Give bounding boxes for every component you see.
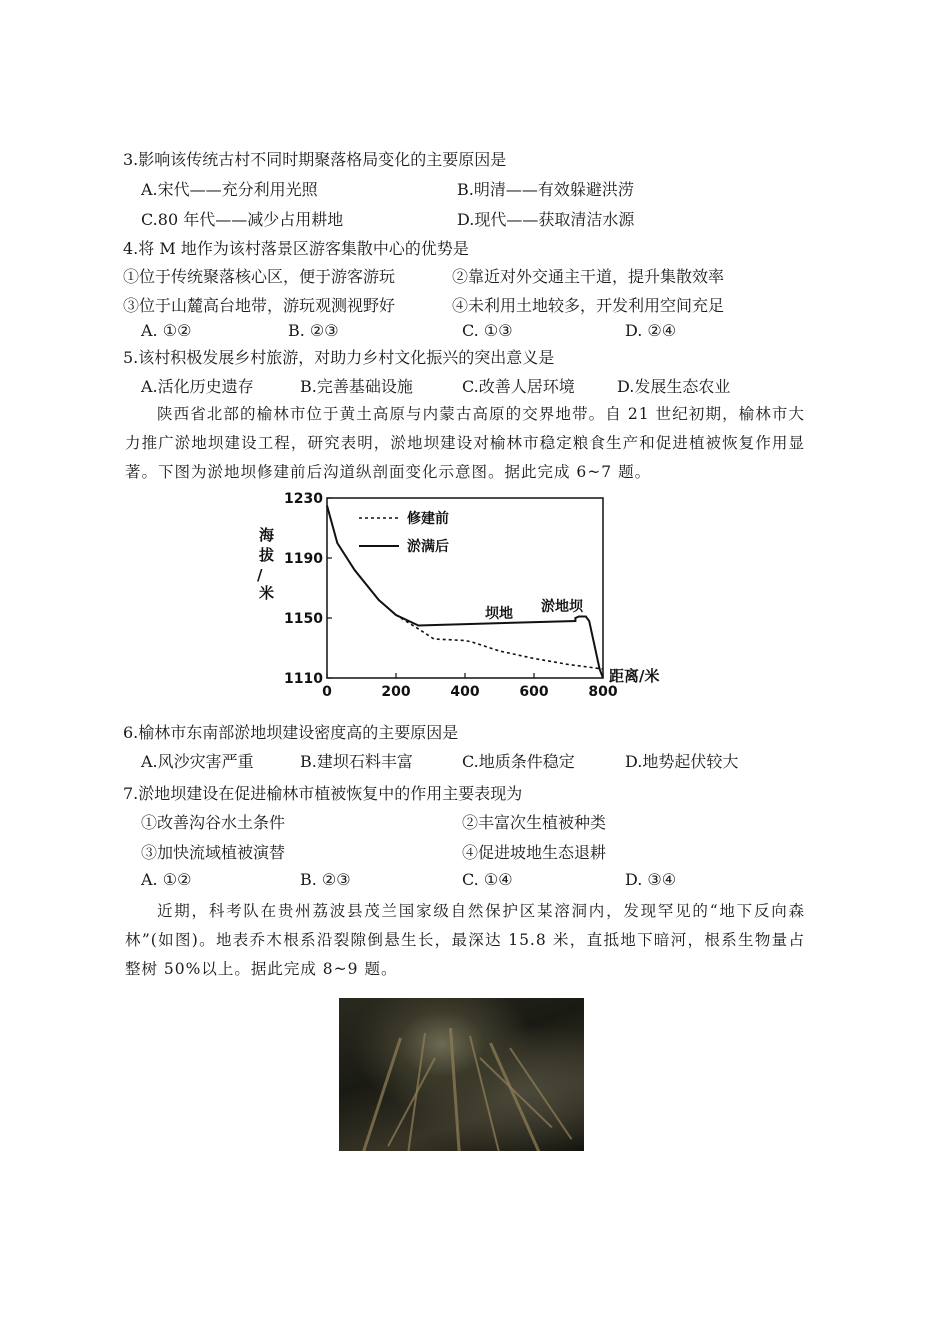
question-3-option-a: A.宋代——充分利用光照 <box>141 180 318 199</box>
gully-profile-chart <box>255 488 675 708</box>
question-7-statement-1: ①改善沟谷水土条件 <box>141 813 286 832</box>
question-6-option-d: D.地势起伏较大 <box>625 752 739 771</box>
question-5-stem: 5.该村积极发展乡村旅游，对助力乡村文化振兴的突出意义是 <box>123 348 555 367</box>
legend <box>359 510 449 555</box>
question-3-option-c: C.80 年代——减少占用耕地 <box>141 210 344 229</box>
question-4-statement-4: ④未利用土地较多，开发利用空间充足 <box>452 296 725 315</box>
x-tick-label: 600 <box>519 684 549 700</box>
root-strand <box>469 1036 502 1151</box>
question-6-option-b: B.建坝石料丰富 <box>300 752 413 771</box>
question-7-option-a: A. ①② <box>141 870 192 889</box>
question-3-option-b: B.明清——有效躲避洪涝 <box>457 180 634 199</box>
root-strand <box>362 1038 402 1151</box>
question-7-statement-2: ②丰富次生植被种类 <box>462 813 607 832</box>
question-4-statement-2: ②靠近对外交通主干道，提升集散效率 <box>452 267 725 286</box>
question-4-statement-1: ①位于传统聚落核心区，便于游客游玩 <box>123 267 396 286</box>
y-tick-label: 1190 <box>284 551 323 567</box>
passage-maolan-text: 近期，科考队在贵州荔波县茂兰国家级自然保护区某溶洞内，发现罕见的“地下反向森林”(如图)。地表乔木根系沿裂隙倒悬生长，最深达 15.8 米，直抵地下暗河，根系生物量占整树 50%以上。据此完成 8~9 题。 <box>125 902 805 978</box>
y-tick-label: 1230 <box>284 491 323 507</box>
question-7-stem: 7.淤地坝建设在促进榆林市植被恢复中的作用主要表现为 <box>123 784 523 803</box>
y-axis-label-4: 米 <box>259 584 275 602</box>
x-tick-label: 200 <box>381 684 411 700</box>
x-tick-label: 400 <box>450 684 480 700</box>
y-axis-ticks <box>284 491 332 687</box>
passage-maolan <box>125 897 805 984</box>
y-axis-label-3: / <box>257 566 263 584</box>
question-7-option-c: C. ①④ <box>462 870 513 889</box>
y-axis-label-1: 海 <box>259 526 275 544</box>
x-axis-label: 距离/米 <box>609 667 660 685</box>
series-layer <box>327 506 603 679</box>
annotation-dam-land: 坝地 <box>485 606 513 622</box>
question-5-option-a: A.活化历史遗存 <box>141 377 254 396</box>
question-4-stem: 4.将 M 地作为该村落景区游客集散中心的优势是 <box>123 239 469 258</box>
question-3-stem: 3.影响该传统古村不同时期聚落格局变化的主要原因是 <box>123 150 507 169</box>
x-tick-label: 0 <box>322 684 332 700</box>
question-7-statement-4: ④促进坡地生态退耕 <box>462 843 607 862</box>
y-tick-label: 1110 <box>284 671 323 687</box>
y-tick-label: 1150 <box>284 611 323 627</box>
legend-label-before: 修建前 <box>407 511 449 527</box>
question-7-option-d: D. ③④ <box>625 870 677 889</box>
question-4-statement-3: ③位于山麓高台地带，游玩观测视野好 <box>123 296 396 315</box>
question-7-statement-3: ③加快流域植被演替 <box>141 843 286 862</box>
legend-label-after: 淤满后 <box>407 539 449 555</box>
question-4-option-c: C. ①③ <box>462 321 513 340</box>
cave-roots-photo <box>339 998 584 1151</box>
y-axis-label-2: 拔 <box>259 546 275 564</box>
question-7-option-b: B. ②③ <box>300 870 351 889</box>
question-6-stem: 6.榆林市东南部淤地坝建设密度高的主要原因是 <box>123 723 459 742</box>
passage-yulin <box>125 400 805 487</box>
question-4-option-d: D. ②④ <box>625 321 677 340</box>
passage-yulin-text: 陕西省北部的榆林市位于黄土高原与内蒙古高原的交界地带。自 21 世纪初期，榆林市大力推广淤地坝建设工程，研究表明，淤地坝建设对榆林市稳定粮食生产和促进植被恢复作用显著。下图为淤地坝修建前后沟道纵剖面变化示意图。据此完成 6~7 题。 <box>125 405 805 481</box>
annotation-check-dam: 淤地坝 <box>541 599 583 615</box>
question-5-option-d: D.发展生态农业 <box>617 377 731 396</box>
root-strand <box>449 1028 462 1151</box>
question-4-option-b: B. ②③ <box>288 321 339 340</box>
x-axis-ticks <box>322 673 618 700</box>
x-tick-label: 800 <box>588 684 618 700</box>
question-5-option-b: B.完善基础设施 <box>300 377 413 396</box>
question-6-option-a: A.风沙灾害严重 <box>141 752 254 771</box>
series-line-after <box>327 506 603 679</box>
question-5-option-c: C.改善人居环境 <box>462 377 575 396</box>
question-4-option-a: A. ①② <box>141 321 192 340</box>
root-strand <box>489 1042 541 1151</box>
question-6-option-c: C.地质条件稳定 <box>462 752 575 771</box>
question-3-option-d: D.现代——获取清洁水源 <box>457 210 635 229</box>
